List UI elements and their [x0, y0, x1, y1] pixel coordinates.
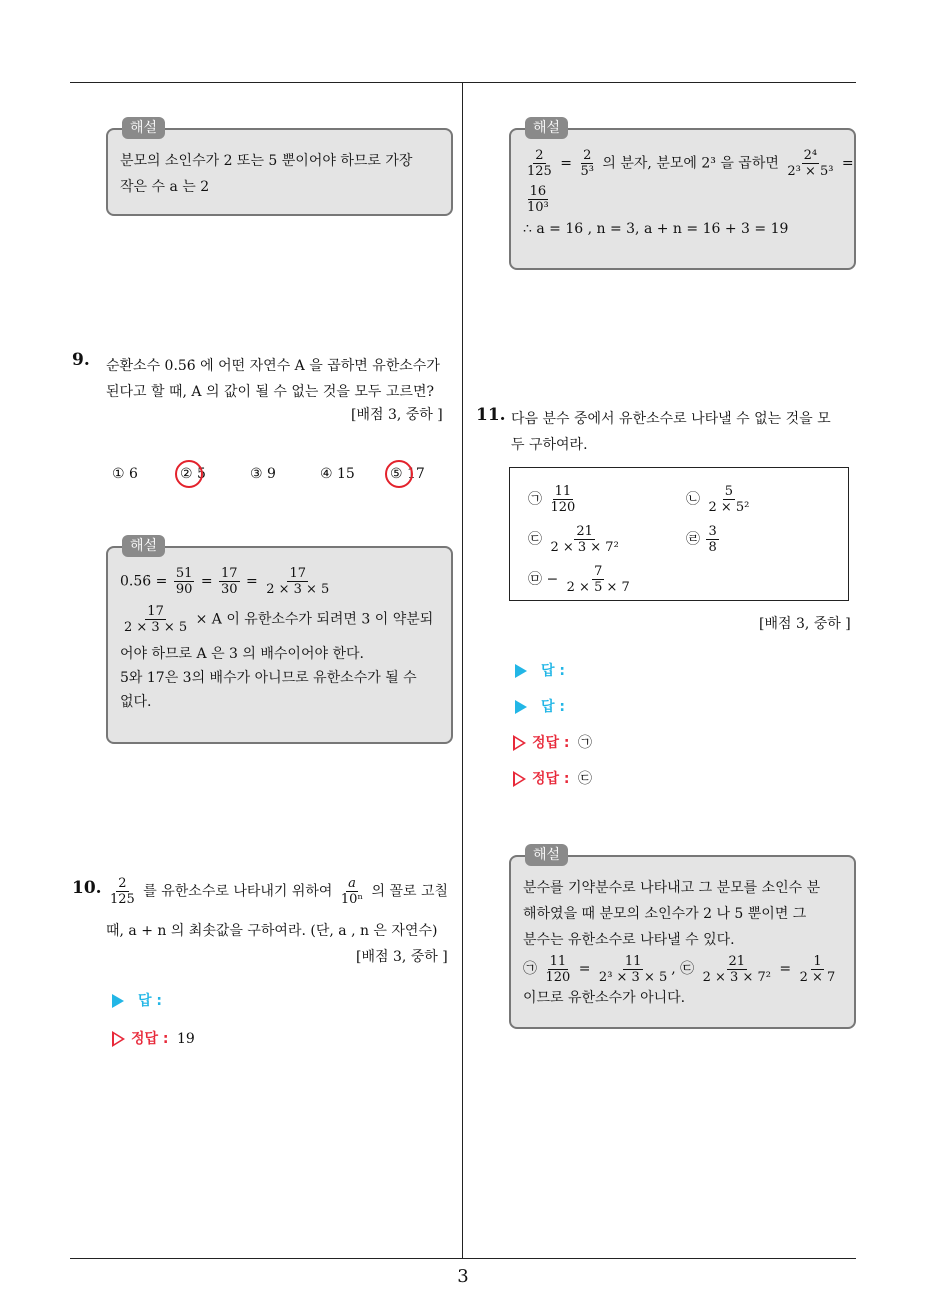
choice-2[interactable]: ② 5 — [180, 466, 206, 482]
recurring-decimal: 0.56̇ = — [120, 573, 168, 590]
answer-input-row[interactable] — [515, 696, 565, 716]
explanation-line: 분수를 기약분수로 나타내고 그 분모를 소인수 분 — [523, 880, 821, 896]
fraction: $\frac{17}{30}$ — [221, 566, 238, 597]
correct-value: ㉠ — [577, 735, 592, 751]
choice-3[interactable]: ③ 9 — [250, 466, 276, 482]
explanation-line: 어야 하므로 A 은 3 의 배수이어야 한다. — [120, 646, 364, 662]
fraction: $\frac{a}{\text{10ⁿ}}$ — [340, 876, 364, 907]
answer-label: 답 : — [138, 993, 162, 1009]
correct-label: 정답 : — [532, 771, 570, 787]
question-text-part: 의 꼴로 고칠 — [371, 883, 449, 900]
correct-arrow-icon — [112, 1031, 125, 1047]
explanation-equation — [523, 184, 842, 218]
explanation-line: 이므로 유한소수가 아니다. — [523, 990, 686, 1006]
option-2: ㉡ $\frac{5}{\text{2 × 5²}}$ — [686, 484, 750, 515]
correct-arrow-icon — [513, 771, 526, 787]
equals-sign: = — [841, 155, 854, 172]
question-text: 다음 분수 중에서 유한소수로 나타낼 수 없는 것을 모 — [511, 411, 831, 427]
points-label: [배점 3, 중하 ] — [356, 949, 448, 965]
option-mark: ㉢ — [680, 961, 695, 977]
page-number: 3 — [457, 1266, 469, 1287]
option-mark: ㉠ — [523, 961, 537, 977]
answer-arrow-icon — [515, 700, 527, 714]
explanation-box-11 — [509, 847, 856, 1029]
correct-answer-row — [513, 768, 592, 788]
answer-input-row[interactable] — [515, 660, 565, 680]
fraction: $\frac{11}{120}$ — [545, 953, 571, 985]
explanation-line: ∴ a = 16 , n = 3, a + n = 16 + 3 = 19 — [523, 221, 789, 237]
equals-sign: = — [246, 573, 258, 590]
answer-arrow-icon — [515, 664, 527, 678]
top-rule — [70, 82, 856, 83]
fraction: $\frac{21}{\text{2 × 3 × 7²}}$ — [702, 953, 771, 985]
explanation-line: 분수는 유한소수로 나타낼 수 있다. — [523, 932, 735, 948]
equals-sign: = — [560, 155, 573, 172]
choice-4[interactable]: ④ 15 — [320, 466, 355, 482]
explanation-tag: 해설 — [122, 535, 165, 557]
explanation-text: × A 이 유한소수가 되려면 3 이 약분되 — [195, 611, 434, 628]
equals-sign: = — [200, 573, 213, 590]
fraction: $\frac{\text{2⁴}}{\text{2³ × 5³}}$ — [787, 148, 834, 179]
answer-label: 답 : — [541, 663, 565, 679]
question-number: 11. — [476, 405, 506, 425]
selected-circle-mark — [385, 460, 413, 488]
equals-sign: = — [779, 961, 792, 977]
explanation-equation — [523, 953, 842, 985]
answer-input-row[interactable] — [112, 990, 162, 1010]
explanation-line: 5와 17은 3의 배수가 아니므로 유한소수가 될 수 — [120, 670, 417, 686]
fraction: $\frac{11}{\text{2³ × 3 × 5}}$ — [598, 953, 668, 985]
selected-circle-mark — [175, 460, 203, 488]
fraction: $\frac{16}{\text{10³}}$ — [527, 184, 549, 215]
fraction: $\frac{2}{125}$ — [110, 876, 135, 907]
explanation-line — [120, 604, 439, 642]
choice-5[interactable]: ⑤ 17 — [390, 466, 425, 482]
explanation-tag: 해설 — [122, 117, 165, 139]
question-10 — [72, 878, 102, 898]
question-text-part: 를 유한소수로 나타내기 위하여 — [143, 883, 333, 900]
explanation-tag: 해설 — [525, 117, 568, 139]
points-label: [배점 3, 중하 ] — [351, 407, 443, 423]
answer-arrow-icon — [112, 994, 124, 1008]
explanation-tag: 해설 — [525, 844, 568, 866]
fraction: $\frac{2}{125}$ — [527, 148, 552, 179]
correct-value: 19 — [176, 1031, 195, 1047]
correct-answer-row — [112, 1028, 195, 1048]
question-text — [106, 876, 448, 907]
option-5: ㉤ − $\frac{7}{2 \times 5 \times 7}$ — [528, 564, 630, 595]
fraction: $\frac{2}{\text{5³}}$ — [580, 148, 594, 179]
choice-1[interactable]: ① 6 — [112, 466, 138, 482]
question-text: 된다고 할 때, A 의 값이 될 수 없는 것을 모두 고르면? — [106, 384, 434, 400]
equals-sign: = — [578, 961, 591, 977]
correct-label: 정답 : — [532, 735, 570, 751]
explanation-text: 의 분자, 분모에 2³ 을 곱하면 — [602, 155, 779, 172]
fraction: $\frac{17}{2 \times 3 \times 5}$ — [124, 604, 188, 635]
question-11 — [476, 405, 506, 425]
option-4: ㉣ $\frac{3}{8}$ — [686, 524, 717, 555]
comma: , — [671, 961, 676, 977]
explanation-line: 없다. — [120, 694, 152, 710]
correct-label: 정답 : — [131, 1031, 169, 1047]
explanation-box-8 — [106, 120, 453, 216]
points-label: [배점 3, 중하 ] — [759, 616, 851, 632]
explanation-line: 해하였을 때 분모의 소인수가 2 나 5 뿐이면 그 — [523, 906, 807, 922]
explanation-box-9 — [106, 538, 453, 744]
explanation-equation — [120, 566, 439, 600]
question-text: 때, a + n 의 최솟값을 구하여라. (단, a , n 은 자연수) — [106, 923, 438, 939]
question-number: 10. — [72, 878, 102, 898]
explanation-box-10 — [509, 120, 856, 270]
question-text: 순환소수 0.56̇ 에 어떤 자연수 A 을 곱하면 유한소수가 — [106, 358, 440, 374]
column-divider — [462, 83, 463, 1259]
correct-value: ㉢ — [577, 771, 592, 787]
options-box — [509, 467, 849, 601]
option-1: ㉠ $\frac{11}{120}$ — [528, 484, 576, 515]
correct-answer-row — [513, 732, 592, 752]
fraction: $\frac{51}{90}$ — [175, 566, 193, 597]
answer-label: 답 : — [541, 699, 565, 715]
fraction: $\frac{17}{2 \times 3 \times 5}$ — [266, 566, 330, 597]
question-text: 두 구하여라. — [511, 437, 588, 453]
correct-arrow-icon — [513, 735, 526, 751]
option-3: ㉢ $\frac{21}{\text{2 × 3 × 7²}}$ — [528, 524, 619, 555]
fraction: $\frac{1}{2 \times 7}$ — [799, 953, 836, 985]
bottom-rule — [70, 1258, 856, 1259]
question-number: 9. — [72, 350, 90, 370]
explanation-equation — [523, 148, 854, 184]
explanation-line: 작은 수 a 는 2 — [120, 179, 210, 195]
explanation-line: 분모의 소인수가 2 또는 5 뿐이어야 하므로 가장 — [120, 153, 413, 169]
